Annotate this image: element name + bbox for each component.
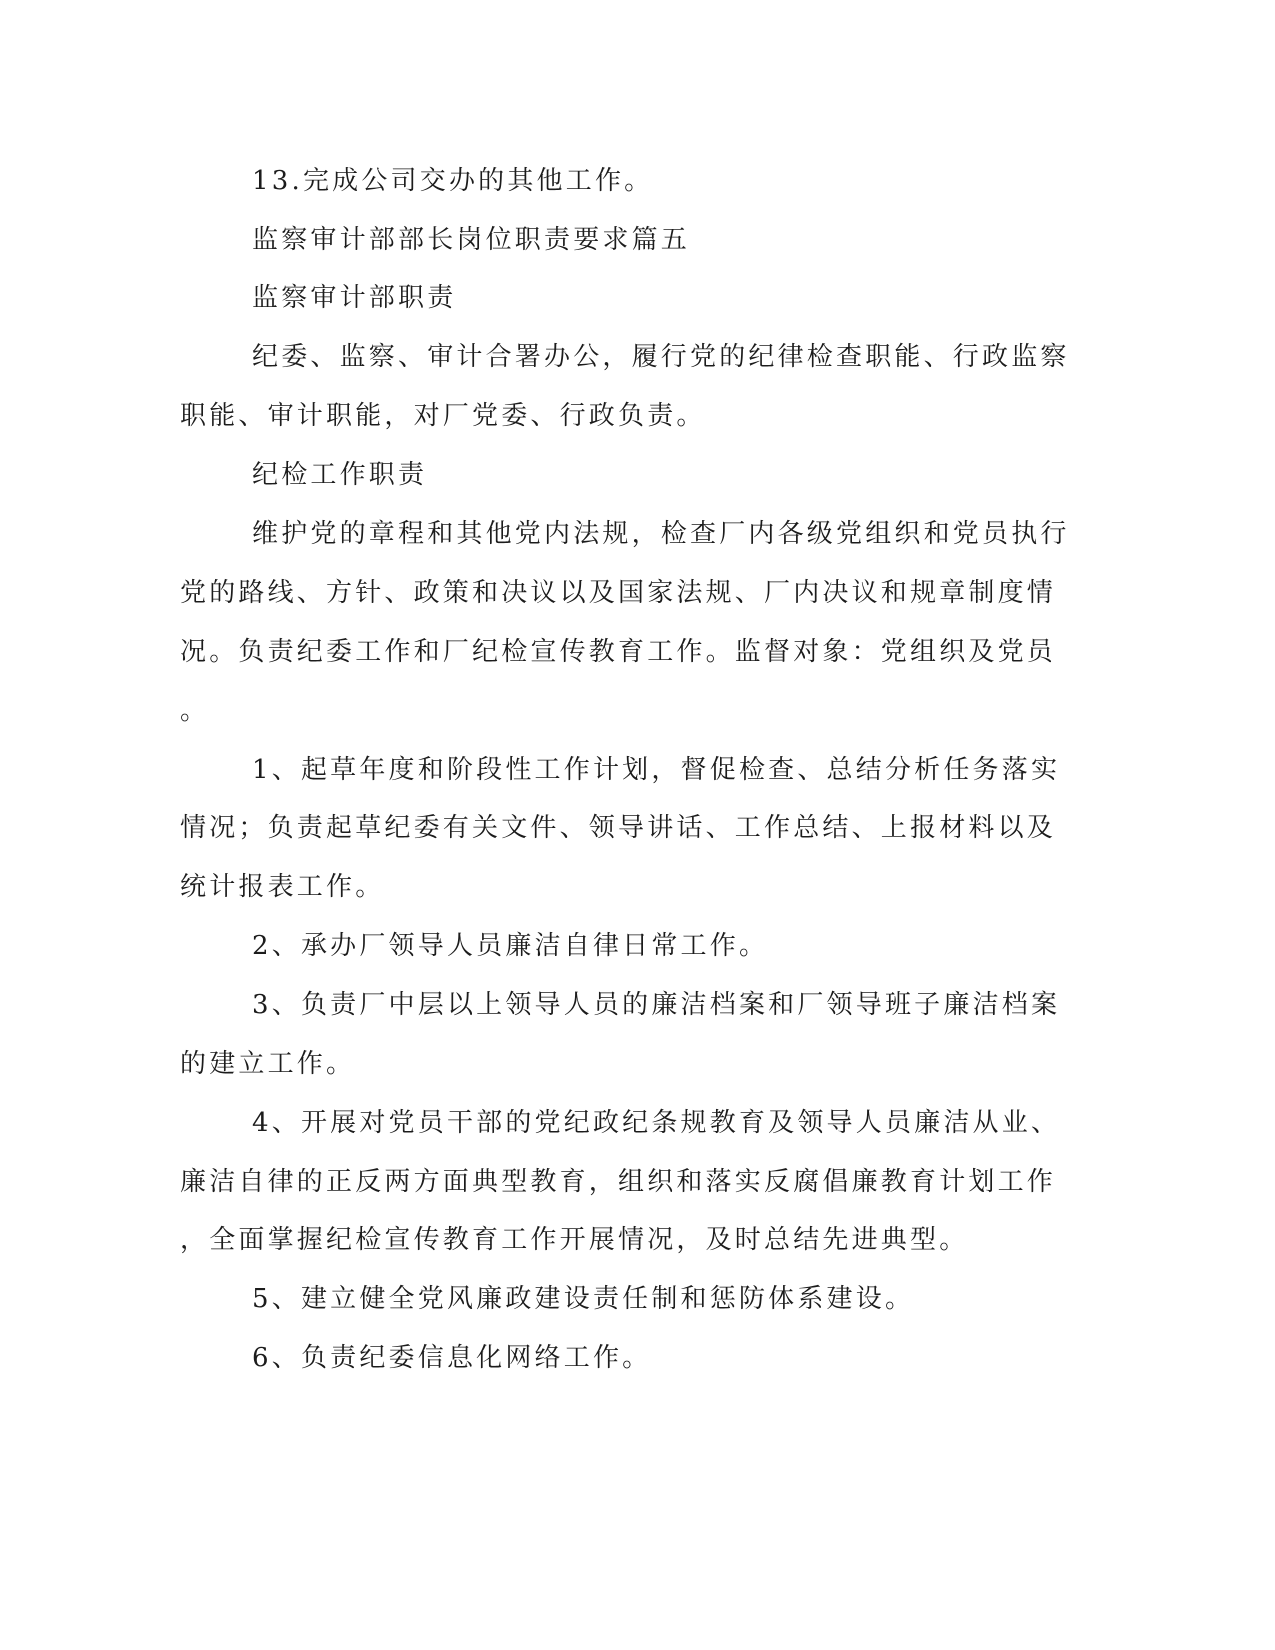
- list-item-6: 6、负责纪委信息化网络工作。: [252, 1343, 652, 1373]
- list-item-3: 3、负责厂中层以上领导人员的廉洁档案和厂领导班子廉洁档案: [252, 990, 1061, 1020]
- list-item-4: 4、开展对党员干部的党纪政纪条规教育及领导人员廉洁从业、: [252, 1108, 1061, 1138]
- paragraph-line: 廉洁自律的正反两方面典型教育，组织和落实反腐倡廉教育计划工作: [180, 1167, 1057, 1197]
- paragraph-line: 统计报表工作。: [180, 872, 385, 902]
- paragraph-line: 维护党的章程和其他党内法规，检查厂内各级党组织和党员执行: [252, 519, 1070, 549]
- paragraph-line: 的建立工作。: [180, 1049, 356, 1079]
- subheading-dept-duties: 监察审计部职责: [252, 283, 457, 313]
- paragraph-line: 职能、审计职能，对厂党委、行政负责。: [180, 401, 706, 431]
- text-line-item-13: 13.完成公司交办的其他工作。: [252, 166, 654, 196]
- list-item-5: 5、建立健全党风廉政建设责任制和惩防体系建设。: [252, 1284, 915, 1314]
- paragraph-line: 党的路线、方针、政策和决议以及国家法规、厂内决议和规章制度情: [180, 578, 1057, 608]
- paragraph-line: 况。负责纪委工作和厂纪检宣传教育工作。监督对象：党组织及党员: [180, 637, 1057, 667]
- paragraph-line: ，全面掌握纪检宣传教育工作开展情况，及时总结先进典型。: [180, 1225, 969, 1255]
- paragraph-line: 纪委、监察、审计合署办公，履行党的纪律检查职能、行政监察: [252, 342, 1070, 372]
- list-item-1: 1、起草年度和阶段性工作计划，督促检查、总结分析任务落实: [252, 755, 1061, 785]
- subheading-discipline-duties: 纪检工作职责: [252, 460, 428, 490]
- paragraph-line: 情况；负责起草纪委有关文件、领导讲话、工作总结、上报材料以及: [180, 813, 1057, 843]
- section-heading: 监察审计部部长岗位职责要求篇五: [252, 225, 691, 255]
- list-item-2: 2、承办厂领导人员廉洁自律日常工作。: [252, 931, 769, 961]
- paragraph-line: 。: [180, 696, 210, 726]
